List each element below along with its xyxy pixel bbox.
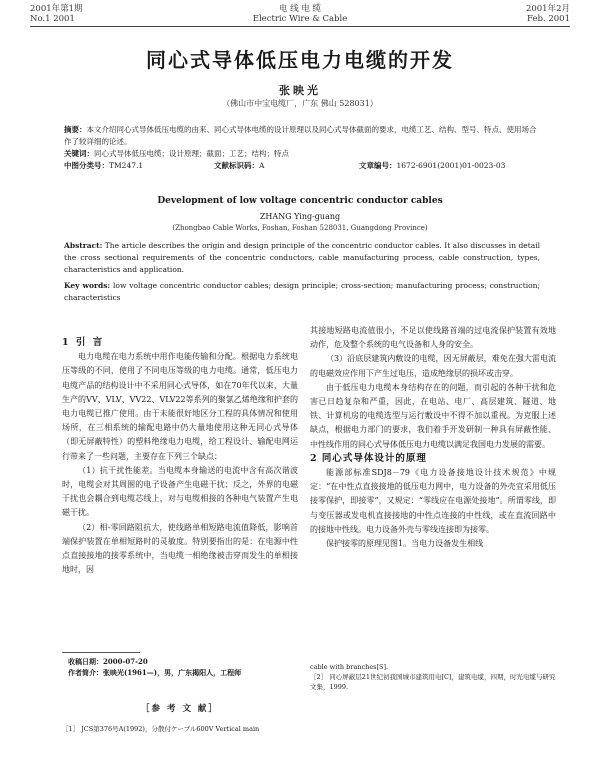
header-date-en: Feb. 2001 xyxy=(527,14,570,24)
section-2-heading: 2 同心式导体设计的原理 xyxy=(310,452,427,464)
header-issue-en: No.1 2001 xyxy=(30,14,75,24)
abstract-en xyxy=(64,240,540,276)
english-affiliation: (Zhongbao Cable Works, Foshan, Foshan 528031, Guangdong Province) xyxy=(172,224,428,232)
paragraph: 由于低压电力电缆本身结构存在的问题，而引起的各种干扰和危害已日趋复杂和严重，因此，在电站、电厂、高层建筑、隧道、地铁、计算机房的电缆选型与运行敷设中不得不加以重视。为克服上述缺点，根据电力部门的要求，我们着手开发研制一种具有屏蔽性能、中性线作用的同心式导体低压电力电缆以满足我国电力发展的需要。 xyxy=(310,382,556,449)
keywords-cn-text: 同心式导体低压电缆；设计原理；截面；工艺；结构；特点 xyxy=(94,149,289,158)
keywords-en-label: Key words: xyxy=(64,281,111,290)
classification-line xyxy=(64,160,540,172)
paper-affiliation: （佛山市中宝电缆厂，广东 佛山 528031） xyxy=(222,99,378,108)
clc-value: TM247.1 xyxy=(109,161,144,170)
keywords-cn-label: 关键词： xyxy=(64,149,94,158)
abstract-cn xyxy=(64,124,540,148)
header-rule xyxy=(30,26,570,27)
right-column xyxy=(310,324,556,551)
reference-item-continued: cable with branches[S]. xyxy=(310,663,389,671)
english-abstract-block xyxy=(64,240,540,308)
clc-label: 中图分类号： xyxy=(64,161,109,170)
left-column xyxy=(62,336,298,577)
paragraph: 其接地短路电流值很小，不足以使线路首端的过电流保护装置有效地动作，危及整个系统的电气设备和人身的安全。 xyxy=(310,326,556,350)
article-value: 1672-6901(2001)01-0023-03 xyxy=(396,161,506,170)
doc-value: A xyxy=(259,161,265,170)
abstract-en-text: The article describes the origin and design principle of the concentric conductor cables. It also discusses in detail the cross sectional requirements of the concentric conductors, cable manufacturing process, cable construction, types, characteristics and application. xyxy=(64,241,540,274)
paper-author: 张映光 xyxy=(279,84,321,97)
footnote-author-bio: 作者简介：张映光(1961—)，男，广东揭阳人，工程师 xyxy=(68,668,242,677)
article-label: 文章编号： xyxy=(359,161,397,170)
clc-number xyxy=(64,160,143,172)
abstract-cn-text: 本文介绍同心式导体低压电缆的由来、同心式导体电缆的设计原理以及同心式导体截面的要求，电缆工艺、结构、型号、特点、使用场合作了较详细的论述。 xyxy=(64,125,537,146)
doc-code xyxy=(214,160,264,172)
abstract-en-label: Abstract: xyxy=(64,241,103,250)
header-date xyxy=(526,4,570,24)
paper-title: 同心式导体低压电力电缆的开发 xyxy=(146,48,454,72)
keywords-en xyxy=(64,280,540,304)
header-journal-cn: 电 线 电 缆 xyxy=(278,4,322,14)
abstract-cn-label: 摘要： xyxy=(64,125,87,134)
running-header xyxy=(30,4,570,34)
footnote-rule xyxy=(62,652,140,653)
footnote xyxy=(68,656,298,678)
header-date-cn: 2001年2月 xyxy=(525,4,570,14)
header-journal-en: Electric Wire & Cable xyxy=(252,14,348,24)
references-heading: ［参 考 文 献］ xyxy=(141,704,219,714)
paragraph: 能源部标准SDJ8－79《电力设备接地设计技术规范》中规定：“在中性点直接接地的低压电力网中，电力设备的外壳宜采用低压接零保护，即接零”，又规定：“零线应在电源处接地”。所谓零线，即与变压器或发电机直接接地的中性点连接的中性线，或在直流回路中的接地中性线。电力设备外壳与零线连接即为接零。 xyxy=(310,468,556,534)
keywords-cn xyxy=(64,148,540,160)
chinese-abstract-block xyxy=(64,124,540,172)
article-number xyxy=(359,160,505,172)
paragraph: （1）抗干扰性能差。当电缆本身输送的电流中含有高次谐波时，电缆会对其周围的电子设备产生电磁干扰；反之，外界的电磁干扰也会耦合到电缆芯线上，对与电缆相接的各种电气装置产生电磁干扰。 xyxy=(62,465,298,518)
footnote-received: 收稿日期：2000-07-20 xyxy=(68,657,148,666)
doc-label: 文献标识码： xyxy=(214,161,259,170)
paragraph: （2）相-零回路阻抗大，使线路单相短路电流值降低，影响首端保护装置在单相短路时的灵敏度。特别要指出的是：在电源中性点直接接地的接零系统中，当电缆一相绝缘被击穿而发生的单相接地时，因 xyxy=(62,522,298,575)
english-title: Development of low voltage concentric conductor cables xyxy=(157,196,443,206)
reference-item: ［2］ 同心屏蔽层21世纪初我国城市建筑用电[C]，建筑电缆，四期，时光电缆与研究文集，1999. xyxy=(310,673,556,691)
paragraph: （3）沿底层建筑内敷设的电缆，因无屏蔽层，难免在强大雷电流的电磁效应作用下产生过电压，造成绝缘层的损坏或击穿。 xyxy=(310,354,556,378)
paragraph: 保护接零的原理见图1。当电力设备发生相线 xyxy=(326,539,484,549)
reference-item: ［1］ JCS第376号A(1992)，分散付ケーブル600V Vertical main xyxy=(62,725,260,733)
keywords-en-text: low voltage concentric conductor cables; design principle; cross-section; manufacturing process; construction; characteristics xyxy=(64,281,541,302)
references-continued xyxy=(310,662,560,692)
english-author: ZHANG Ying-guang xyxy=(259,212,341,221)
header-issue-cn: 2001年第1期 xyxy=(30,4,83,14)
paragraph: 电力电缆在电力系统中用作电能传输和分配。根据电力系统电压等级的不同，使用了不同电压等级的电力电缆。通常，低压电力电缆产品的结构设计中不采用同心式导体，如在70年代以来，大量生产的VV、VLV、VV22、VLV22等系列的聚氯乙烯绝缘和护套的电力电缆已推广使用。由于未能很好地区分工程的具体情况和使用场所，在三相系统的输配电路中仍大量地使用这种无同心式导体（即无屏蔽特性）的塑料绝缘电力电缆，给工程设计、输配电网运行带来了一些问题，主要存在下列三个缺点： xyxy=(62,352,298,461)
header-journal xyxy=(30,4,570,24)
section-1-heading: 1 引 言 xyxy=(62,337,105,348)
